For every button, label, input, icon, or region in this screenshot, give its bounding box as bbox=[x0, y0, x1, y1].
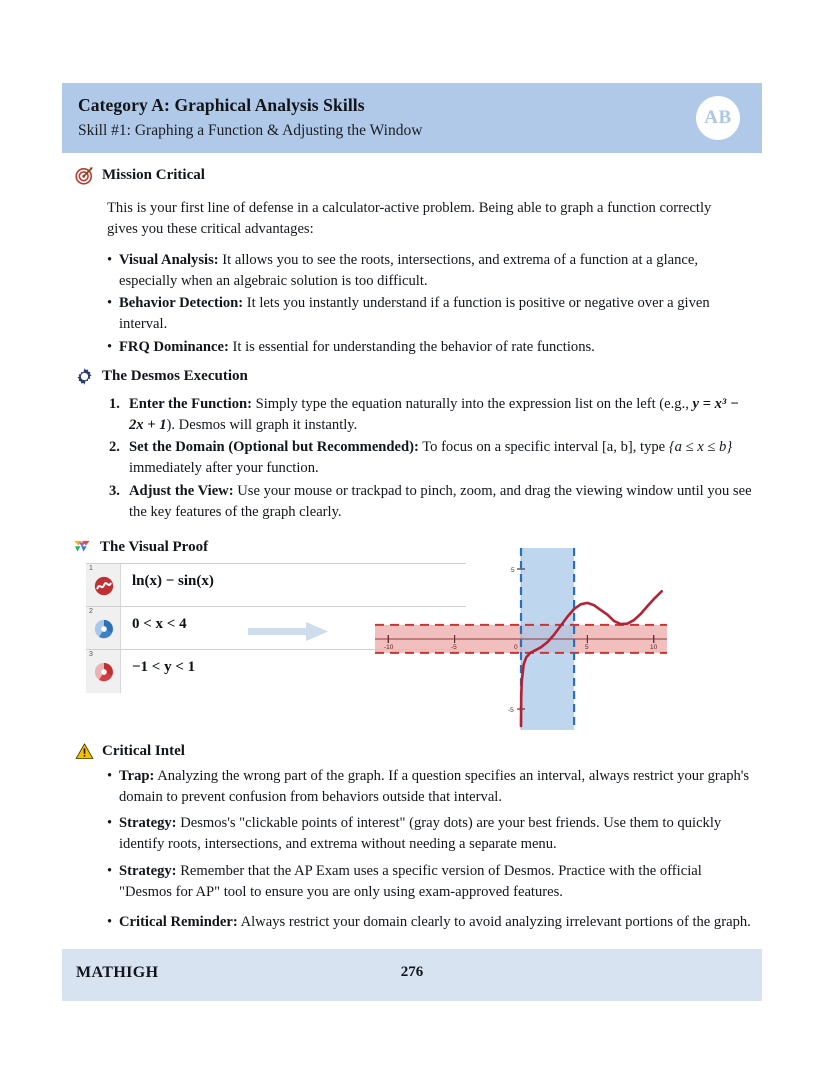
list-item bbox=[107, 293, 752, 334]
step-label: Set the Domain (Optional but Recommended): bbox=[129, 439, 419, 456]
bullet-text: It allows you to see the roots, intersections, and extrema of a function at a glance, especially when an algebraic solution is too difficult. bbox=[119, 252, 699, 289]
bullet-text: It lets you instantly understand if a function is positive or negative over a given interval. bbox=[119, 295, 710, 333]
step-label: Enter the Function: bbox=[129, 396, 252, 412]
page-title: Category A: Graphical Analysis Skills bbox=[78, 95, 365, 116]
footer-page-number: 276 bbox=[400, 964, 424, 980]
bullet-text: It is essential for understanding the behavior of rate functions. bbox=[228, 338, 595, 355]
header-text-block bbox=[62, 94, 696, 142]
desmos-steps-list bbox=[107, 394, 752, 524]
y-tick-label: -5 bbox=[508, 707, 514, 714]
bullet-label: Critical Reminder: bbox=[119, 914, 238, 931]
x-tick-label: 5 bbox=[585, 644, 589, 651]
expression-text: ln(x) − sin(x) bbox=[132, 573, 214, 589]
page-footer bbox=[62, 949, 762, 1001]
critical-intel-bullet-list bbox=[107, 766, 752, 935]
step-text-after: immediately after your function. bbox=[129, 460, 319, 477]
expression-number: 2 bbox=[89, 608, 93, 615]
x-tick-label: 0 bbox=[514, 644, 518, 651]
warning-triangle-icon bbox=[74, 741, 94, 761]
section-title: Critical Intel bbox=[102, 742, 185, 759]
section-desmos-execution-heading bbox=[74, 366, 248, 386]
step-text-before: Simply type the equation naturally into the expression list on the left (e.g., bbox=[251, 396, 693, 412]
page-subtitle: Skill #1: Graphing a Function & Adjusting the Window bbox=[78, 121, 423, 139]
target-icon bbox=[74, 165, 94, 185]
page-header bbox=[62, 83, 762, 153]
pie-swatch-icon[interactable] bbox=[94, 662, 114, 682]
section-critical-intel-heading bbox=[74, 741, 185, 761]
list-item bbox=[107, 337, 752, 358]
list-item bbox=[107, 250, 752, 291]
y-tick-label: 5 bbox=[511, 567, 515, 574]
ab-badge: AB bbox=[696, 96, 740, 140]
x-tick-label: -10 bbox=[384, 644, 394, 651]
expression-text: 0 < x < 4 bbox=[132, 616, 187, 632]
step-formula: y = x³ − 2x + 1 bbox=[129, 396, 739, 433]
bullet-label: Strategy: bbox=[119, 862, 177, 879]
mission-bullet-list bbox=[107, 250, 752, 360]
list-item bbox=[107, 766, 752, 807]
section-visual-proof-heading bbox=[72, 537, 208, 557]
list-item bbox=[107, 437, 752, 478]
mission-intro-text: This is your first line of defense in a calculator-active problem. Being able to graph a function correctly gives you these critical advantages: bbox=[107, 200, 712, 237]
step-text-before: To focus on a specific interval [a, b], type bbox=[418, 439, 669, 456]
expression-number: 1 bbox=[89, 565, 93, 572]
list-item bbox=[107, 861, 752, 902]
bullet-text: Analyzing the wrong part of the graph. If a question specifies an interval, always restrict your graph's domain to prevent confusion from behaviors outside that interval. bbox=[119, 768, 750, 805]
list-item bbox=[107, 813, 752, 854]
step-text-after: ). Desmos will graph it instantly. bbox=[166, 416, 358, 433]
gear-icon bbox=[74, 366, 94, 386]
graph-svg bbox=[375, 548, 667, 730]
pie-swatch-icon[interactable] bbox=[94, 619, 114, 639]
desmos-expression-list[interactable] bbox=[86, 563, 216, 693]
bullet-text: Desmos's "clickable points of interest" (gray dots) are your best friends. Use them to quickly identify roots, intersections, and extrema without needing a separate menu. bbox=[119, 815, 722, 853]
list-item bbox=[107, 481, 752, 522]
x-tick-label: 10 bbox=[650, 644, 658, 651]
step-formula: {a ≤ x ≤ b} bbox=[668, 439, 733, 456]
bullet-label: Trap: bbox=[119, 768, 155, 784]
expression-number: 3 bbox=[89, 651, 93, 658]
section-mission-critical-heading bbox=[74, 165, 205, 185]
bullet-label: FRQ Dominance: bbox=[119, 338, 229, 355]
function-curve-tail bbox=[521, 682, 522, 726]
bullet-label: Behavior Detection: bbox=[119, 295, 244, 312]
bullet-label: Strategy: bbox=[119, 815, 177, 832]
right-arrow-icon bbox=[248, 619, 330, 645]
section-title: The Visual Proof bbox=[100, 538, 209, 555]
list-item bbox=[107, 912, 752, 933]
x-tick-label: -5 bbox=[451, 644, 457, 651]
rainbow-chart-icon bbox=[72, 537, 92, 557]
step-label: Adjust the View: bbox=[129, 482, 234, 499]
footer-brand: MATHIGH bbox=[76, 964, 159, 981]
section-title: Mission Critical bbox=[102, 166, 205, 183]
desmos-graph[interactable] bbox=[375, 548, 667, 730]
expression-text: −1 < y < 1 bbox=[132, 659, 196, 675]
curve-swatch-icon[interactable] bbox=[94, 576, 114, 596]
bullet-label: Visual Analysis: bbox=[119, 252, 219, 268]
section-title: The Desmos Execution bbox=[102, 367, 248, 384]
bullet-text: Remember that the AP Exam uses a specific version of Desmos. Practice with the official "Desmos for AP" tool to ensure you are only using exam-approved features. bbox=[119, 862, 702, 900]
list-item bbox=[107, 394, 752, 435]
bullet-text: Always restrict your domain clearly to avoid analyzing irrelevant portions of the graph. bbox=[237, 914, 751, 931]
step-text-before: Use your mouse or trackpad to pinch, zoom, and drag the viewing window until you see the key features of the graph clearly. bbox=[129, 482, 752, 520]
